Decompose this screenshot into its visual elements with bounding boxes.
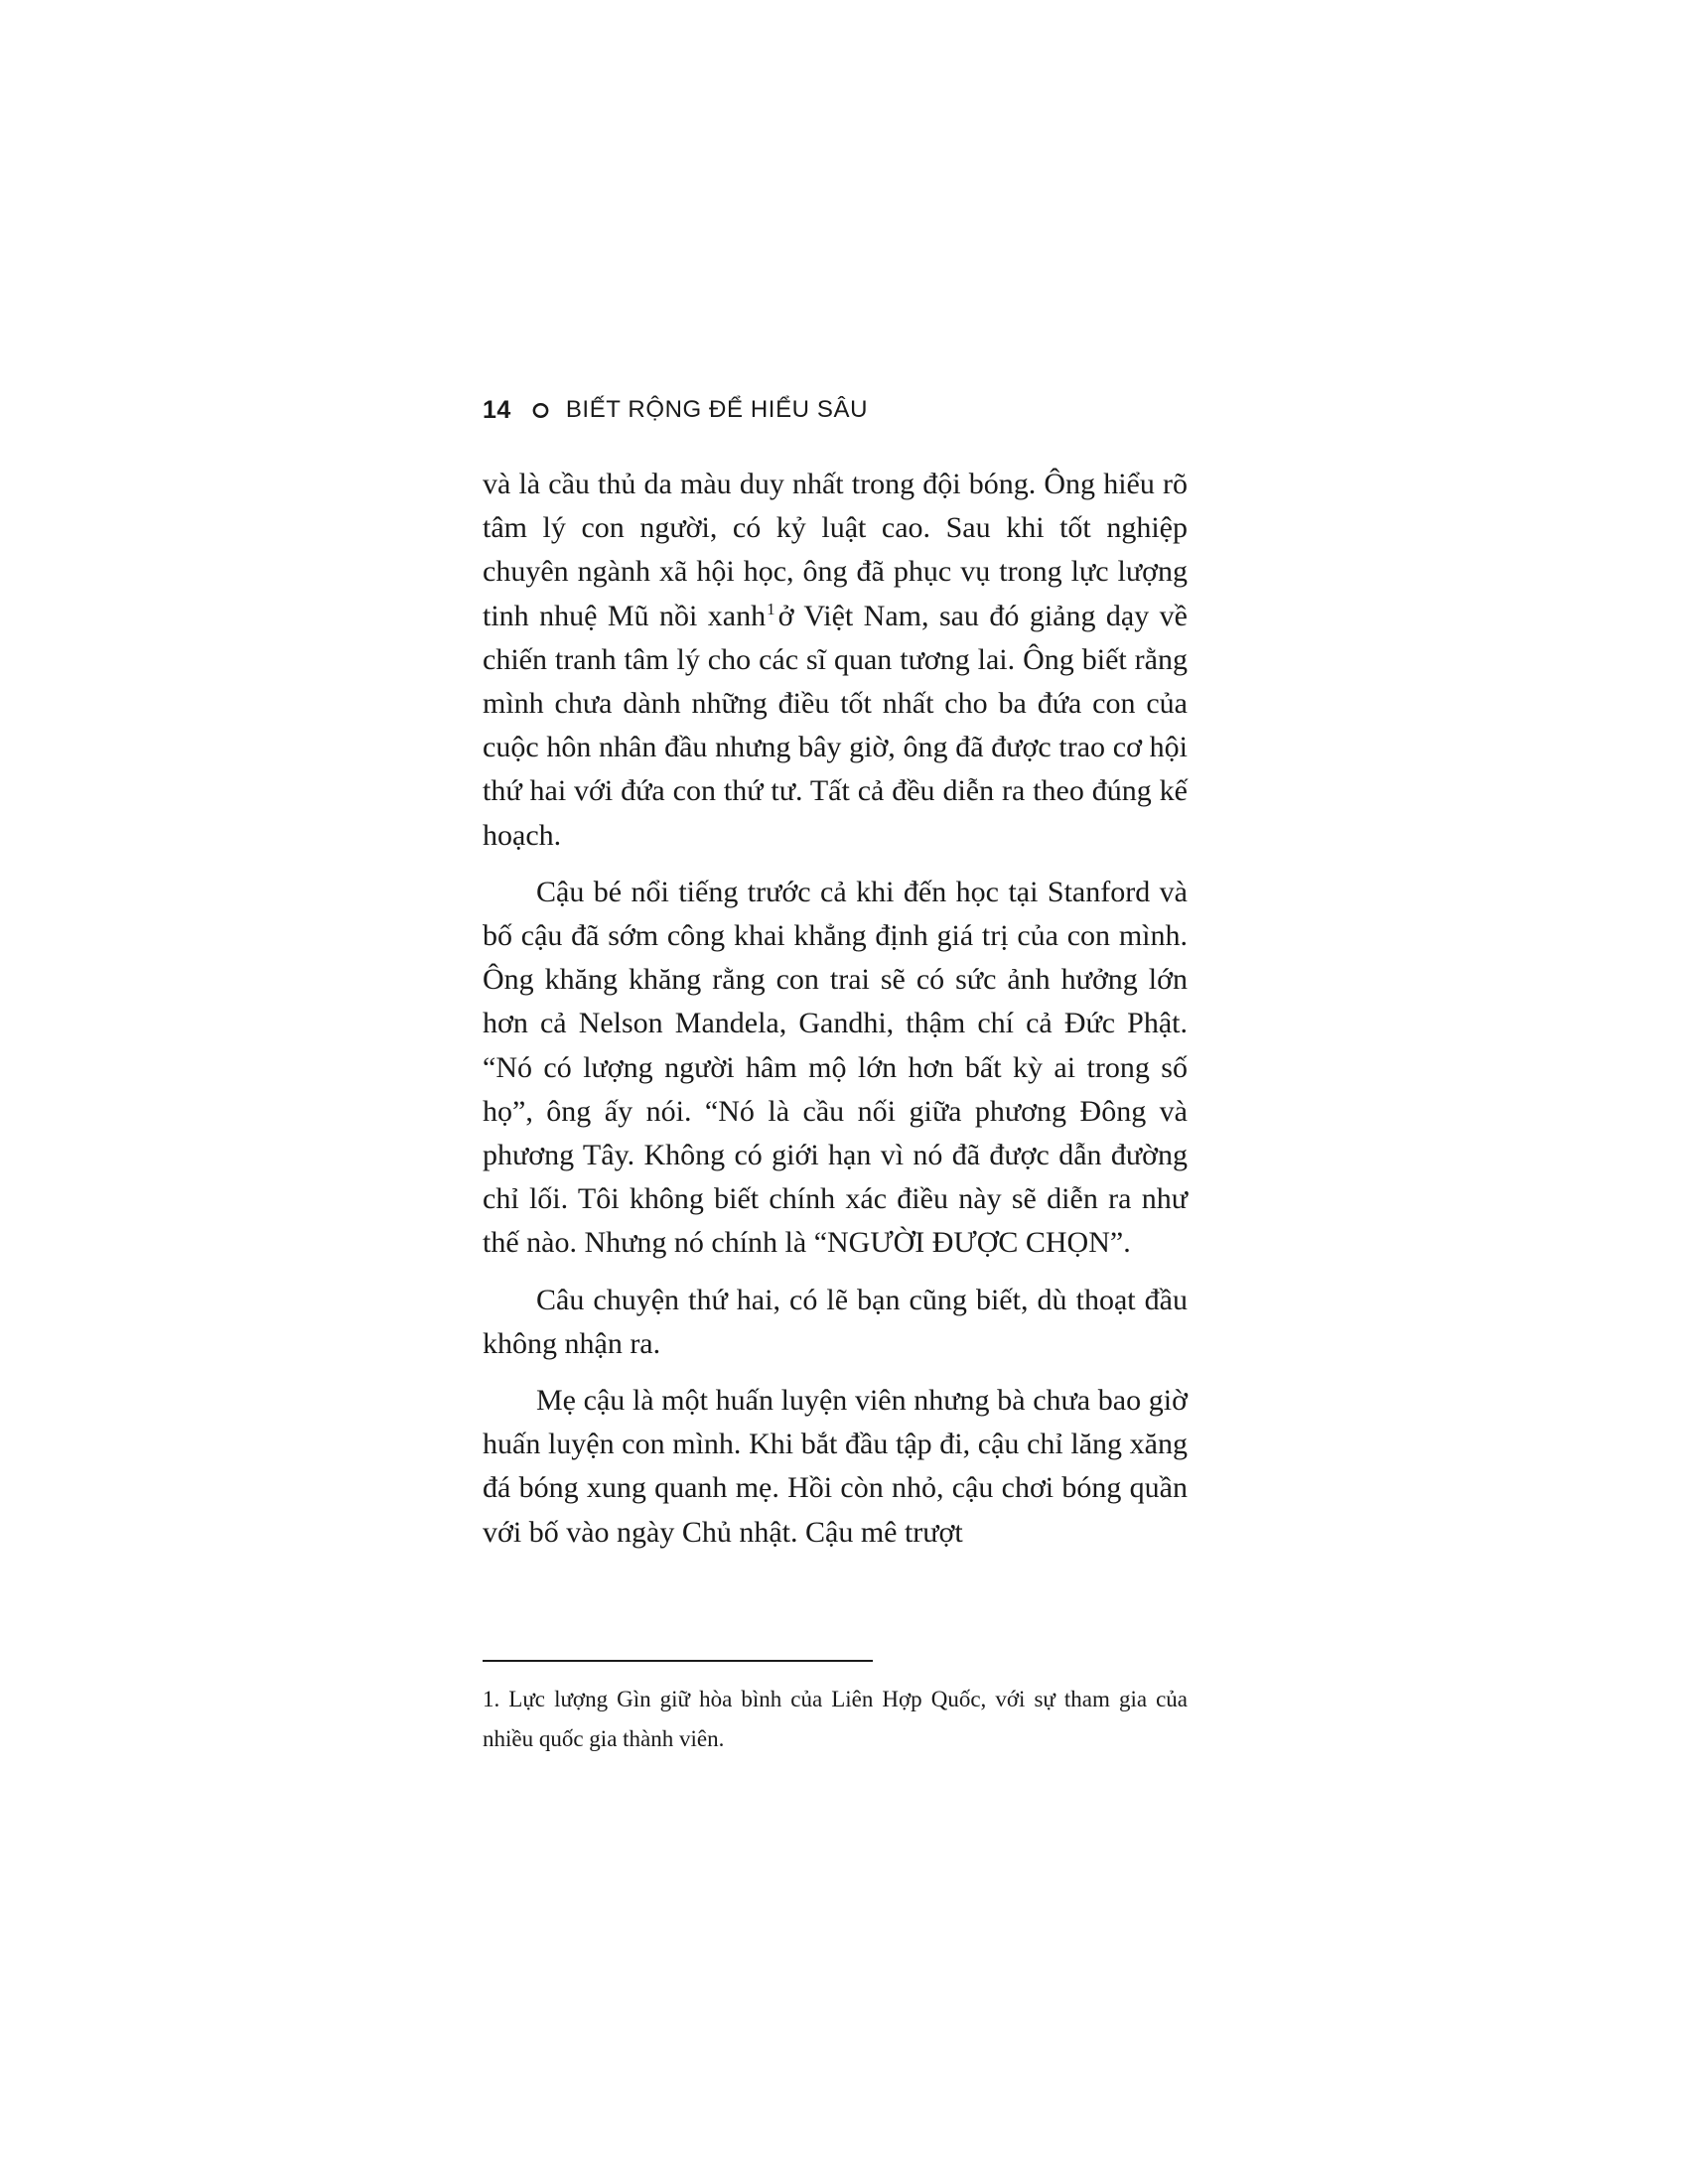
paragraph-2: Cậu bé nổi tiếng trước cả khi đến học tại Stanford và bố cậu đã sớm công khai khẳng định giá trị của con mình. Ông khăng khăng rằng con trai sẽ có sức ảnh hưởng lớn hơn cả Nelson Mandela, Gandhi, thậm chí cả Đức Phật. “Nó có lượng người hâm mộ lớn hơn bất kỳ ai trong số họ”, ông ấy nói. “Nó là cầu nối giữa phương Đông và phương Tây. Không có giới hạn vì nó đã được dẫn đường chỉ lối. Tôi không biết chính xác điều này sẽ diễn ra như thế nào. Nhưng nó chính là “NGƯỜI ĐƯỢC CHỌN”. (483, 875, 1188, 1260)
footnote-reference: 1 (767, 599, 775, 618)
running-header (483, 390, 868, 430)
paragraph-1-text-continued: ở Việt Nam, sau đó giảng dạy về chiến tranh tâm lý cho các sĩ quan tương lai. Ông biết rằng mình chưa dành những điều tốt nhất cho ba đứa con của cuộc hôn nhân đầu nhưng bây giờ, ông đã được trao cơ hội thứ hai với đứa con thứ tư. Tất cả đều diễn ra theo đúng kế hoạch. (483, 599, 1188, 852)
footnote-divider (483, 1660, 873, 1662)
book-title: BIẾT RỘNG ĐỂ HIỂU SÂU (565, 396, 869, 423)
paragraph-3: Câu chuyện thứ hai, có lẽ bạn cũng biết, dù thoạt đầu không nhận ra. (483, 1283, 1188, 1360)
body-text (483, 463, 1188, 1568)
page-number: 14 (483, 395, 511, 424)
open-circle-icon (531, 401, 550, 420)
paragraph-1-text: và là cầu thủ da màu duy nhất trong đội bóng. Ông hiểu rõ tâm lý con người, có kỷ luật cao. Sau khi tốt nghiệp chuyên ngành xã hội học, ông đã phục vụ trong lực lượng tinh nhuệ Mũ nồi xanh (483, 468, 1188, 632)
paragraph-4: Mẹ cậu là một huấn luyện viên nhưng bà chưa bao giờ huấn luyện con mình. Khi bắt đầu tập đi, cậu chỉ lăng xăng đá bóng xung quanh mẹ. Hồi còn nhỏ, cậu chơi bóng quần với bố vào ngày Chủ nhật. Cậu mê trượt (483, 1384, 1188, 1549)
footnote (483, 1680, 1188, 1759)
footnote-text: 1. Lực lượng Gìn giữ hòa bình của Liên Hợp Quốc, với sự tham gia của nhiều quốc gia thành viên. (483, 1687, 1188, 1751)
paragraph-1 (483, 463, 1188, 858)
